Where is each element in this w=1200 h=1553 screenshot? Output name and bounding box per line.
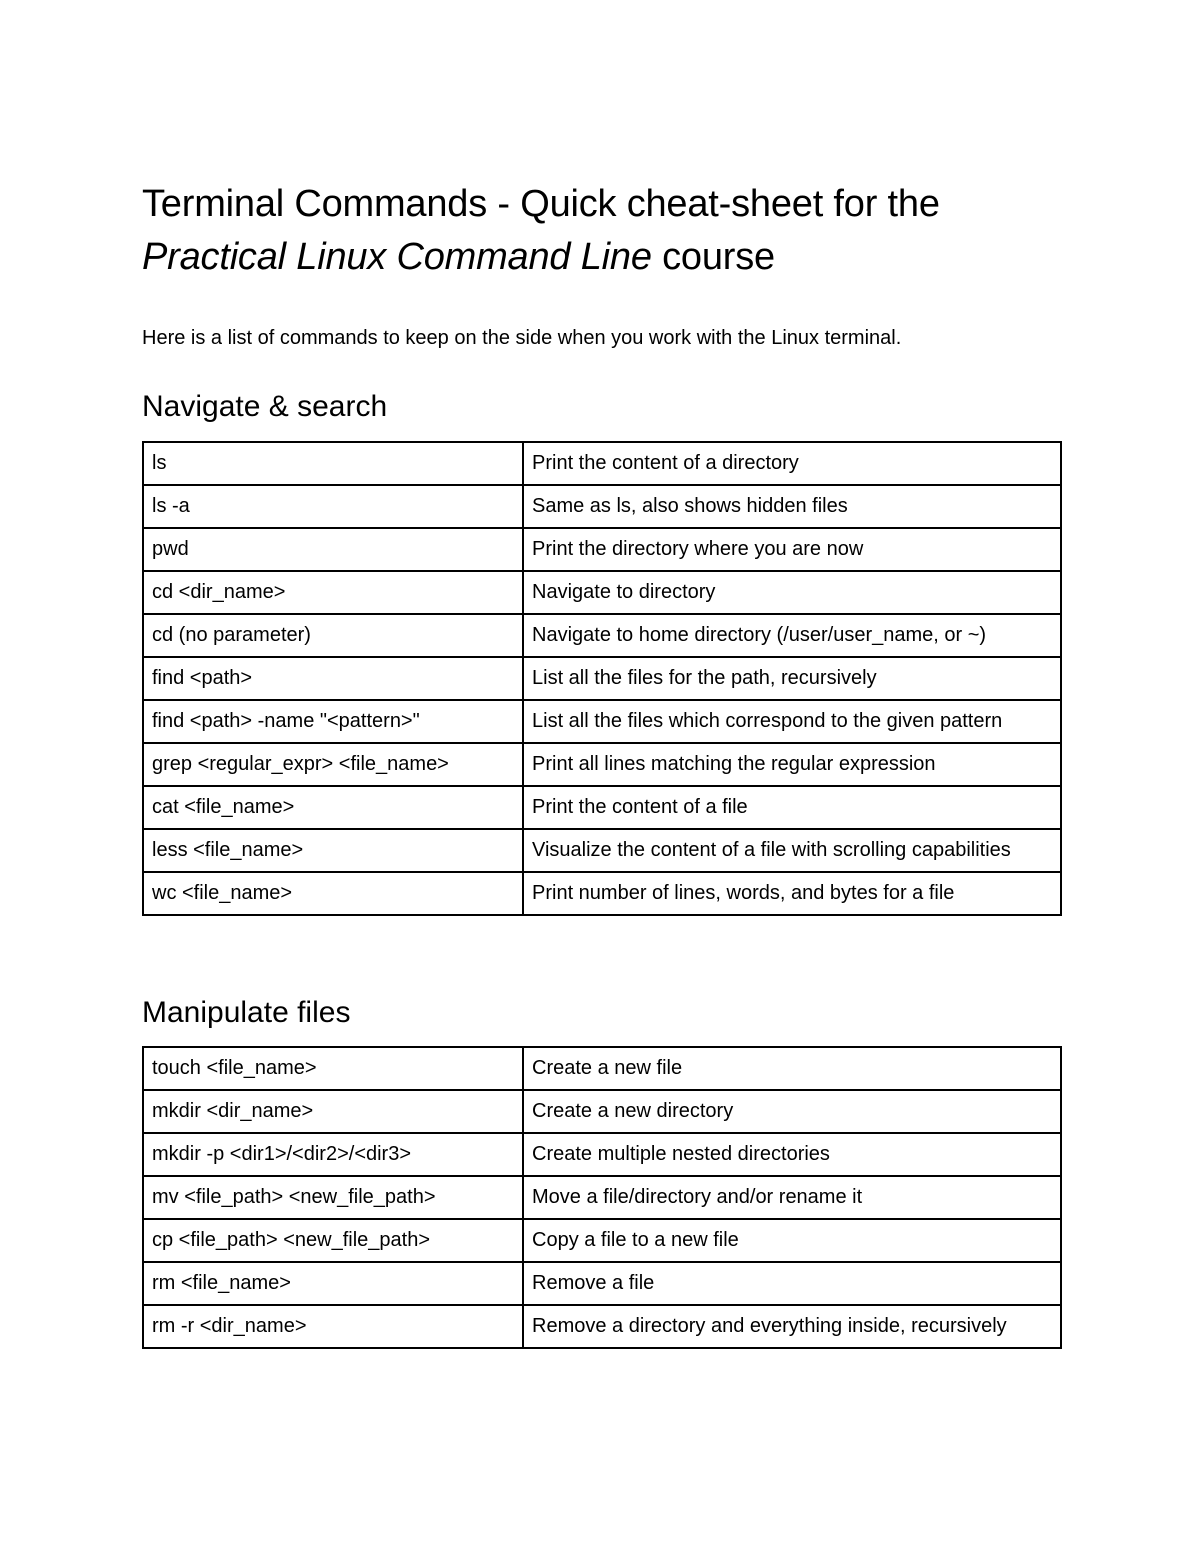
table-row (143, 786, 1061, 829)
command-cell: ls (143, 442, 523, 485)
command-cell: find <path> -name "<pattern>" (143, 700, 523, 743)
command-cell: grep <regular_expr> <file_name> (143, 743, 523, 786)
command-cell: find <path> (143, 657, 523, 700)
description-cell: Create multiple nested directories (523, 1133, 1061, 1176)
command-cell: pwd (143, 528, 523, 571)
command-cell: cat <file_name> (143, 786, 523, 829)
table-row (143, 614, 1061, 657)
table-row (143, 528, 1061, 571)
intro-paragraph: Here is a list of commands to keep on the side when you work with the Linux terminal. (142, 327, 902, 349)
command-cell: touch <file_name> (143, 1047, 523, 1090)
command-cell: rm <file_name> (143, 1262, 523, 1305)
page-title (142, 178, 1060, 284)
title-line-2 (142, 231, 1060, 284)
table-row (143, 657, 1061, 700)
description-cell: Remove a file (523, 1262, 1061, 1305)
table-row (143, 485, 1061, 528)
table-row (143, 829, 1061, 872)
description-cell: Same as ls, also shows hidden files (523, 485, 1061, 528)
description-cell: Print the content of a directory (523, 442, 1061, 485)
command-cell: mkdir -p <dir1>/<dir2>/<dir3> (143, 1133, 523, 1176)
description-cell: List all the files for the path, recursively (523, 657, 1061, 700)
description-cell: Print the content of a file (523, 786, 1061, 829)
navigate-commands-table (142, 441, 1062, 916)
description-cell: Navigate to home directory (/user/user_name, or ~) (523, 614, 1061, 657)
title-line-2-rest: course (651, 236, 775, 278)
table-row (143, 442, 1061, 485)
table-row (143, 1133, 1061, 1176)
description-cell: List all the files which correspond to the given pattern (523, 700, 1061, 743)
command-cell: less <file_name> (143, 829, 523, 872)
command-cell: cp <file_path> <new_file_path> (143, 1219, 523, 1262)
description-cell: Print the directory where you are now (523, 528, 1061, 571)
command-cell: wc <file_name> (143, 872, 523, 915)
table-row (143, 1047, 1061, 1090)
table-row (143, 1305, 1061, 1348)
course-name: Practical Linux Command Line (142, 236, 652, 278)
table-row (143, 571, 1061, 614)
title-line-1: Terminal Commands - Quick cheat-sheet for the (142, 183, 940, 225)
command-cell: mkdir <dir_name> (143, 1090, 523, 1133)
description-cell: Move a file/directory and/or rename it (523, 1176, 1061, 1219)
command-cell: mv <file_path> <new_file_path> (143, 1176, 523, 1219)
description-cell: Visualize the content of a file with scrolling capabilities (523, 829, 1061, 872)
manipulate-commands-table (142, 1046, 1062, 1349)
description-cell: Navigate to directory (523, 571, 1061, 614)
command-cell: cd <dir_name> (143, 571, 523, 614)
table-row (143, 700, 1061, 743)
table-row (143, 1219, 1061, 1262)
description-cell: Create a new file (523, 1047, 1061, 1090)
command-cell: rm -r <dir_name> (143, 1305, 523, 1348)
table-row (143, 1262, 1061, 1305)
section-heading-manipulate: Manipulate files (142, 996, 351, 1029)
description-cell: Print all lines matching the regular expression (523, 743, 1061, 786)
command-cell: cd (no parameter) (143, 614, 523, 657)
table-row (143, 1176, 1061, 1219)
description-cell: Copy a file to a new file (523, 1219, 1061, 1262)
table-row (143, 872, 1061, 915)
description-cell: Create a new directory (523, 1090, 1061, 1133)
section-heading-navigate: Navigate & search (142, 390, 388, 423)
description-cell: Remove a directory and everything inside, recursively (523, 1305, 1061, 1348)
description-cell: Print number of lines, words, and bytes for a file (523, 872, 1061, 915)
table-row (143, 743, 1061, 786)
table-row (143, 1090, 1061, 1133)
command-cell: ls -a (143, 485, 523, 528)
